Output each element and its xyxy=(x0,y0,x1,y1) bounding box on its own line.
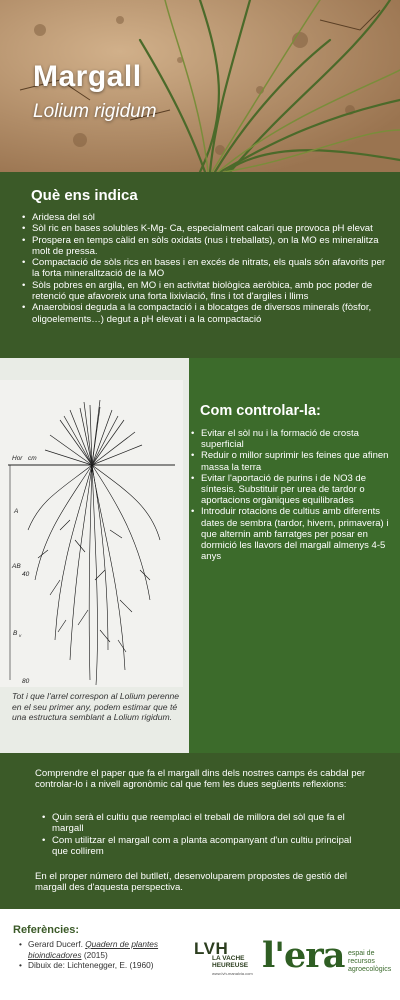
drawing-label-40: 40 xyxy=(22,571,30,578)
section-reflexions xyxy=(0,753,400,909)
drawing-caption: Tot i que l'arrel correspon al Lolium perenne en el seu primer any, podem estimar que té una estructura semblant a Lolium rigidum. xyxy=(12,691,180,722)
lvh-logo-web: www.lvh-manalvia.com xyxy=(212,971,253,976)
list-item: • Sòls pobres en argila, en MO i en activitat biològica aeròbica, amb poc poder de retenció que afavoreix una forta lixiviació, fins i tot d'argiles i llims xyxy=(20,280,392,303)
list-item: • Evitar l'aportació de purins i de NO3 de síntesis. Substituir per urea de tardor o aportacions orgàniques equilibrades xyxy=(189,473,395,507)
era-logo xyxy=(262,935,400,987)
references-heading: Referències: xyxy=(13,924,80,936)
page-subtitle: Lolium rigidum xyxy=(33,101,157,122)
lvh-logo-text xyxy=(212,955,248,969)
list-item: • Prospera en temps càlid en sòls oxidats (nus i treballats), on la MO es mineralitza molt de pressa. xyxy=(20,235,392,258)
lvh-logo-line2: HEUREUSE xyxy=(212,962,249,969)
drawing-label-b: B xyxy=(13,630,18,637)
list-item: • Sòl ric en bases solubles K-Mg- Ca, especialment calcari que provoca pH elevat xyxy=(20,223,392,234)
drawing-label-ab: AB xyxy=(12,563,21,570)
drawing-label-hor: Hor xyxy=(12,455,23,462)
header-photo xyxy=(0,0,400,172)
references-list xyxy=(18,939,188,971)
list-item: • Anaerobiosi deguda a la compactació i a blocatges de diversos minerals (fòsfor, oligoelements…) degut a pH elevat i a la compactació xyxy=(20,302,392,325)
section-control xyxy=(0,358,400,753)
drawing-label-cm: cm xyxy=(28,455,37,462)
reference-item xyxy=(18,939,188,960)
footer xyxy=(0,909,400,1000)
control-panel xyxy=(189,358,400,753)
root-drawing-illustration xyxy=(0,380,183,687)
drawing-label-80: 80 xyxy=(22,678,30,685)
indica-list xyxy=(20,212,392,325)
section-indica xyxy=(0,172,400,358)
list-item: • Quin serà el cultiu que reemplaci el treball de millora del sòl que fa el margall xyxy=(40,812,370,835)
list-item: • Compactació de sòls rics en bases i en excés de nitrats, els quals són afavorits per la forta mineralització de la MO xyxy=(20,257,392,280)
era-logo-text: espai de recursos agroecològics xyxy=(348,950,392,973)
control-list xyxy=(189,428,395,562)
reference-year: (2015) xyxy=(81,949,108,960)
control-heading: Com controlar-la: xyxy=(200,403,321,419)
reflexions-list xyxy=(40,812,370,857)
reflexions-intro: Comprendre el paper que fa el margall dins dels nostres camps és cabdal per controlar-lo i a nivell agronòmic cal que fem les dues següents reflexions: xyxy=(35,768,366,791)
reference-link[interactable]: Quadern de plantes bioindicadores xyxy=(28,939,159,960)
drawing-label-v: v xyxy=(19,633,22,638)
list-item: • Introduir rotacions de cultius amb diferents dates de sembra (tardor, hivern, primavera) i que alternin amb farratges per posar en dormició les llavors del margall almenys 4-5 anys xyxy=(189,506,395,562)
list-item: • Evitar el sòl nu i la formació de crosta superficial xyxy=(189,428,395,450)
list-item: • Com utilitzar el margall com a planta acompanyant d'un cultiu principal que collirem xyxy=(40,835,370,858)
lvh-logo-mark: LVH xyxy=(194,939,229,958)
root-drawing xyxy=(0,380,183,687)
reflexions-outro: En el proper número del butlletí, desenvoluparem propostes de gestió del margall des d'aquesta perspectiva. xyxy=(35,871,347,894)
era-logo-mark: l'era xyxy=(262,935,345,976)
list-item: • Reduir o millor suprimir les feines que afinen massa la terra xyxy=(189,450,395,472)
reference-item: • Dibuix de: Lichtenegger, E. (1960) xyxy=(18,960,188,971)
drawing-label-a: A xyxy=(14,508,19,515)
indica-heading: Què ens indica xyxy=(31,187,138,204)
page-title: Margall xyxy=(33,60,142,93)
lvh-logo xyxy=(194,939,254,981)
reference-author: Gerard Ducerf. xyxy=(28,939,86,949)
lvh-logo-line1: LA VACHE xyxy=(212,955,245,962)
list-item: • Aridesa del sòl xyxy=(20,212,392,223)
